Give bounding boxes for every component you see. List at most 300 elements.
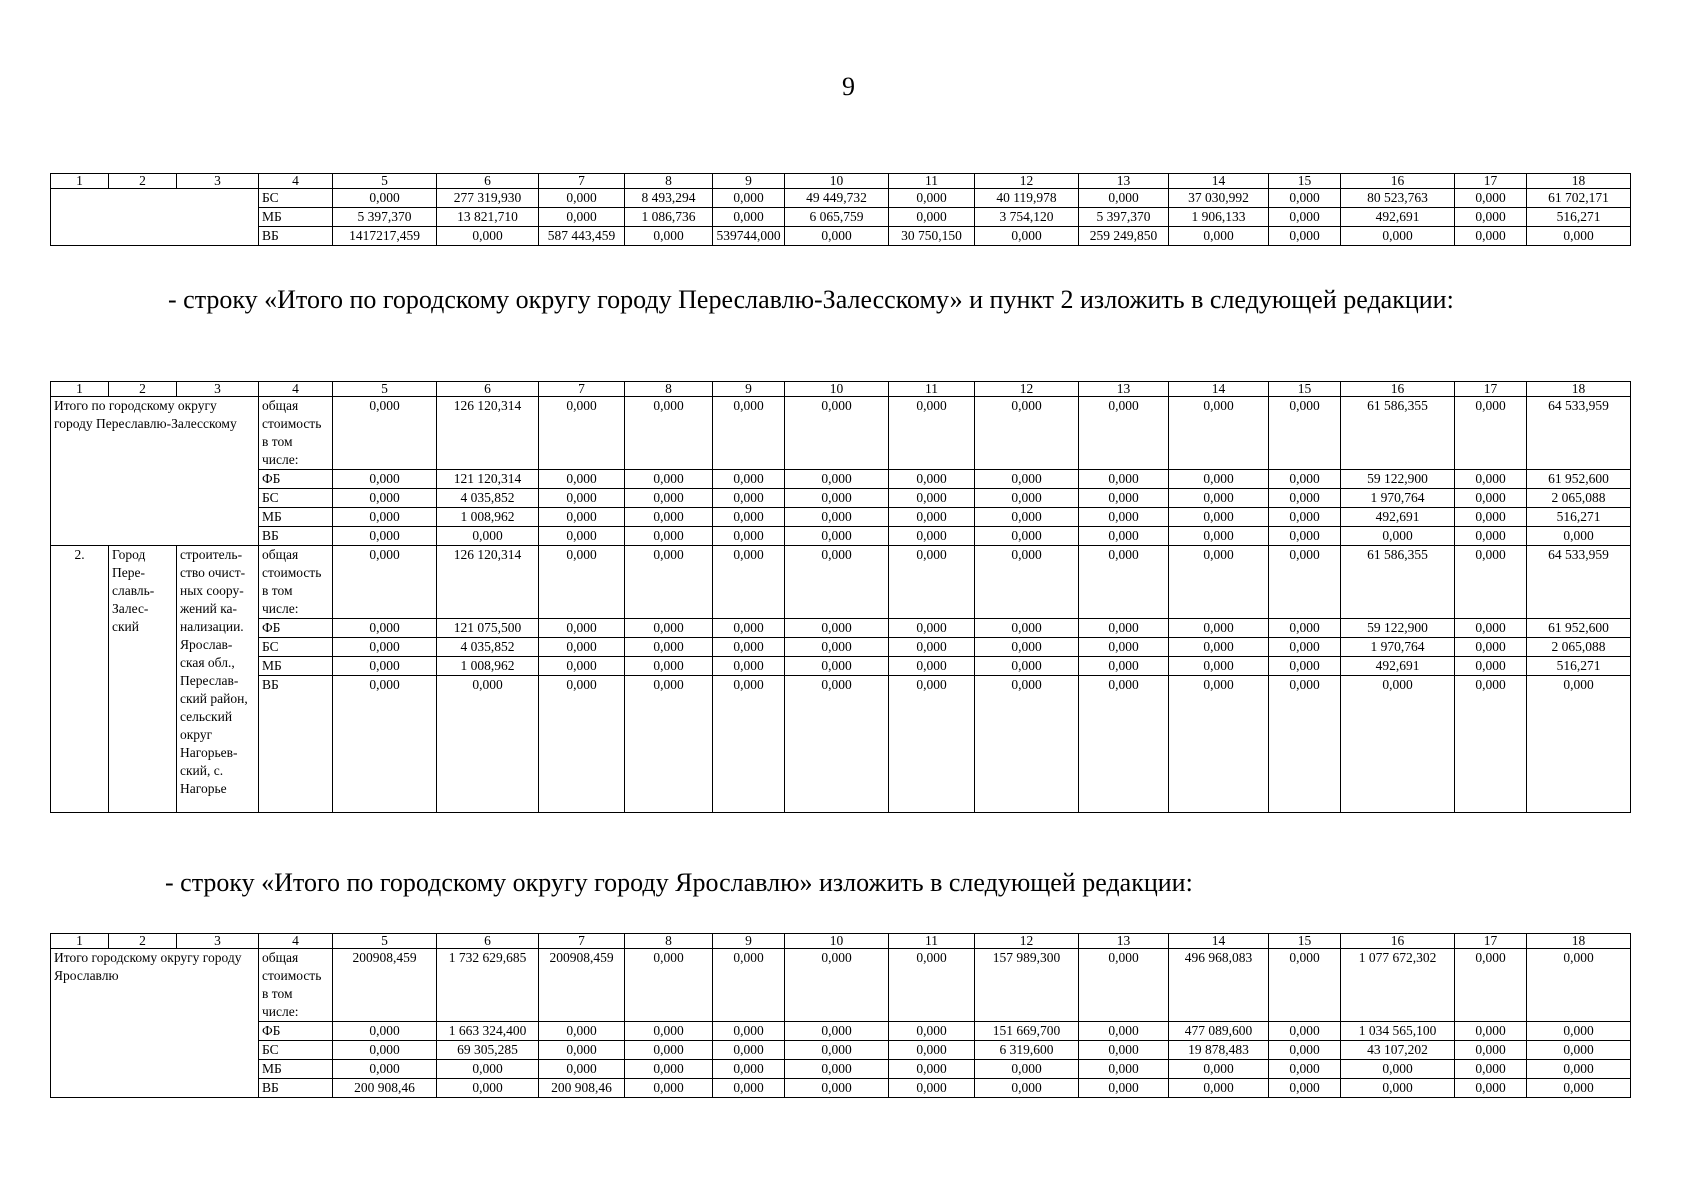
header-cell: 16 [1341,934,1455,949]
value-cell: 4 035,852 [437,638,539,657]
value-cell: 0,000 [713,657,785,676]
value-cell: 0,000 [1269,1079,1341,1098]
header-cell: 13 [1079,934,1169,949]
header-cell: 1 [51,934,109,949]
value-cell: 0,000 [1269,397,1341,470]
header-cell: 11 [889,382,975,397]
value-cell: 0,000 [1269,676,1341,813]
value-cell: 0,000 [1079,527,1169,546]
value-cell: 0,000 [975,546,1079,619]
value-cell: 2 065,088 [1527,638,1631,657]
header-cell: 4 [259,382,333,397]
value-cell: 0,000 [539,638,625,657]
value-cell: 61 586,355 [1341,546,1455,619]
funding-type-cell: ФБ [259,470,333,489]
value-cell: 0,000 [1079,397,1169,470]
value-cell: 0,000 [1527,1022,1631,1041]
value-cell: 0,000 [889,949,975,1022]
value-cell: 0,000 [785,397,889,470]
value-cell: 0,000 [625,508,713,527]
value-cell: 0,000 [785,1041,889,1060]
value-cell: 0,000 [785,470,889,489]
header-cell: 11 [889,174,975,189]
value-cell: 0,000 [1341,1079,1455,1098]
value-cell: 0,000 [713,676,785,813]
value-cell: 0,000 [1169,638,1269,657]
value-cell: 0,000 [1169,1060,1269,1079]
value-cell: 0,000 [437,676,539,813]
value-cell: 0,000 [539,527,625,546]
value-cell: 0,000 [713,208,785,227]
funding-type-cell: МБ [259,1060,333,1079]
table-row [51,546,1631,619]
value-cell: 0,000 [889,657,975,676]
value-cell: 6 065,759 [785,208,889,227]
value-cell: 0,000 [889,546,975,619]
value-cell: 0,000 [1527,1060,1631,1079]
header-cell: 18 [1527,382,1631,397]
value-cell: 0,000 [1169,397,1269,470]
value-cell: 0,000 [1079,1022,1169,1041]
header-cell: 17 [1455,382,1527,397]
value-cell: 1 732 629,685 [437,949,539,1022]
value-cell: 1 008,962 [437,657,539,676]
table-row [51,208,1631,227]
value-cell: 1 086,736 [625,208,713,227]
value-cell: 200908,459 [539,949,625,1022]
value-cell: 0,000 [713,1022,785,1041]
header-cell: 6 [437,174,539,189]
value-cell: 0,000 [1269,227,1341,246]
header-cell: 17 [1455,934,1527,949]
header-cell: 12 [975,934,1079,949]
value-cell: 80 523,763 [1341,189,1455,208]
header-cell: 5 [333,934,437,949]
table-pereslavl [50,381,1631,813]
value-cell: 0,000 [1455,949,1527,1022]
value-cell: 0,000 [785,1060,889,1079]
header-cell: 8 [625,382,713,397]
value-cell: 0,000 [333,489,437,508]
value-cell: 492,691 [1341,657,1455,676]
value-cell: 0,000 [1269,1060,1341,1079]
value-cell: 0,000 [1269,949,1341,1022]
value-cell: 0,000 [625,527,713,546]
value-cell: 0,000 [1079,676,1169,813]
value-cell: 0,000 [889,508,975,527]
value-cell: 0,000 [625,546,713,619]
value-cell: 151 669,700 [975,1022,1079,1041]
header-cell: 3 [177,174,259,189]
value-cell: 0,000 [333,619,437,638]
value-cell: 0,000 [333,638,437,657]
paragraph-pereslavl: - строку «Итого по городскому округу городу Переславлю-Залесскому» и пункт 2 изложить в следующей редакции: [168,285,1454,314]
value-cell: 0,000 [1527,1079,1631,1098]
header-cell: 6 [437,934,539,949]
page-number: 9 [842,72,855,101]
value-cell: 0,000 [333,1060,437,1079]
value-cell: 0,000 [1455,470,1527,489]
value-cell: 0,000 [1455,1022,1527,1041]
value-cell: 0,000 [1269,527,1341,546]
value-cell: 0,000 [1341,527,1455,546]
table-row [51,489,1631,508]
value-cell: 0,000 [1455,619,1527,638]
value-cell: 0,000 [437,527,539,546]
value-cell: 0,000 [1341,227,1455,246]
value-cell: 0,000 [889,638,975,657]
value-cell: 49 449,732 [785,189,889,208]
value-cell: 0,000 [889,1022,975,1041]
paragraph-yaroslavl: - строку «Итого по городскому округу городу Ярославлю» изложить в следующей редакции: [165,868,1193,897]
value-cell: 200 908,46 [333,1079,437,1098]
value-cell: 0,000 [975,397,1079,470]
table-row [51,638,1631,657]
value-cell: 0,000 [889,397,975,470]
header-cell: 10 [785,934,889,949]
funding-type-cell: ВБ [259,527,333,546]
table-row [51,657,1631,676]
value-cell: 61 952,600 [1527,470,1631,489]
value-cell: 0,000 [713,1041,785,1060]
header-cell: 2 [109,174,177,189]
value-cell: 0,000 [625,227,713,246]
header-cell: 4 [259,934,333,949]
table-row [51,619,1631,638]
value-cell: 0,000 [1079,508,1169,527]
value-cell: 0,000 [1269,1041,1341,1060]
value-cell: 0,000 [1079,489,1169,508]
table-row [51,1060,1631,1079]
value-cell: 61 952,600 [1527,619,1631,638]
value-cell: 1 663 324,400 [437,1022,539,1041]
value-cell: 0,000 [975,619,1079,638]
value-cell: 0,000 [1169,527,1269,546]
value-cell: 0,000 [333,546,437,619]
value-cell: 13 821,710 [437,208,539,227]
value-cell: 200908,459 [333,949,437,1022]
value-cell: 0,000 [975,227,1079,246]
value-cell: 0,000 [713,546,785,619]
header-cell: 11 [889,934,975,949]
value-cell: 0,000 [1269,546,1341,619]
value-cell: 0,000 [333,676,437,813]
value-cell: 0,000 [625,397,713,470]
value-cell: 2 065,088 [1527,489,1631,508]
value-cell: 0,000 [785,1022,889,1041]
total-label-cell: Итого по городскому округу городу Переславлю-Залесскому [51,397,259,546]
value-cell: 0,000 [1527,527,1631,546]
value-cell: 126 120,314 [437,397,539,470]
value-cell: 0,000 [1079,619,1169,638]
funding-type-cell: общая стоимость в том числе: [259,546,333,619]
value-cell: 0,000 [1455,227,1527,246]
header-cell: 15 [1269,174,1341,189]
funding-type-cell: БС [259,189,333,208]
value-cell: 0,000 [713,489,785,508]
value-cell: 0,000 [437,1060,539,1079]
value-cell: 0,000 [1269,1022,1341,1041]
value-cell: 0,000 [539,657,625,676]
funding-type-cell: МБ [259,657,333,676]
value-cell: 0,000 [1079,546,1169,619]
value-cell: 0,000 [1169,489,1269,508]
value-cell: 0,000 [889,676,975,813]
table-continuation [50,173,1631,246]
header-cell: 8 [625,174,713,189]
value-cell: 8 493,294 [625,189,713,208]
value-cell: 277 319,930 [437,189,539,208]
value-cell: 0,000 [1455,508,1527,527]
header-cell: 14 [1169,934,1269,949]
value-cell: 1 077 672,302 [1341,949,1455,1022]
header-row [51,382,1631,397]
value-cell: 0,000 [625,1022,713,1041]
value-cell: 1 970,764 [1341,638,1455,657]
header-cell: 6 [437,382,539,397]
header-cell: 13 [1079,382,1169,397]
value-cell: 0,000 [713,527,785,546]
header-cell: 18 [1527,174,1631,189]
value-cell: 0,000 [713,470,785,489]
value-cell: 0,000 [1455,189,1527,208]
value-cell: 0,000 [625,1041,713,1060]
value-cell: 0,000 [975,527,1079,546]
header-cell: 9 [713,382,785,397]
value-cell: 200 908,46 [539,1079,625,1098]
value-cell: 0,000 [889,489,975,508]
header-cell: 7 [539,174,625,189]
funding-type-cell: МБ [259,208,333,227]
header-cell: 15 [1269,382,1341,397]
value-cell: 61 702,171 [1527,189,1631,208]
value-cell: 0,000 [333,1041,437,1060]
header-cell: 13 [1079,174,1169,189]
value-cell: 0,000 [1455,1041,1527,1060]
value-cell: 496 968,083 [1169,949,1269,1022]
value-cell: 0,000 [1079,1060,1169,1079]
value-cell: 0,000 [785,949,889,1022]
value-cell: 0,000 [539,619,625,638]
value-cell: 0,000 [713,949,785,1022]
value-cell: 0,000 [1269,657,1341,676]
value-cell: 0,000 [975,1060,1079,1079]
value-cell: 3 754,120 [975,208,1079,227]
value-cell: 0,000 [1455,657,1527,676]
table-yaroslavl [50,933,1631,1098]
value-cell: 0,000 [1079,638,1169,657]
value-cell: 0,000 [1341,676,1455,813]
value-cell: 0,000 [1269,619,1341,638]
value-cell: 0,000 [1079,657,1169,676]
value-cell: 0,000 [1079,949,1169,1022]
funding-type-cell: ВБ [259,1079,333,1098]
value-cell: 0,000 [889,208,975,227]
value-cell: 0,000 [539,189,625,208]
value-cell: 69 305,285 [437,1041,539,1060]
value-cell: 0,000 [333,527,437,546]
value-cell: 1417217,459 [333,227,437,246]
funding-type-cell: ВБ [259,676,333,813]
value-cell: 43 107,202 [1341,1041,1455,1060]
header-cell: 1 [51,174,109,189]
value-cell: 477 089,600 [1169,1022,1269,1041]
value-cell: 516,271 [1527,508,1631,527]
header-cell: 17 [1455,174,1527,189]
table-row [51,397,1631,470]
value-cell: 0,000 [889,1079,975,1098]
value-cell: 1 034 565,100 [1341,1022,1455,1041]
value-cell: 0,000 [1269,208,1341,227]
header-cell: 7 [539,934,625,949]
header-cell: 4 [259,174,333,189]
header-cell: 15 [1269,934,1341,949]
value-cell: 59 122,900 [1341,470,1455,489]
table-row [51,189,1631,208]
value-cell: 5 397,370 [1079,208,1169,227]
value-cell: 492,691 [1341,208,1455,227]
header-cell: 5 [333,382,437,397]
header-cell: 16 [1341,174,1455,189]
header-row [51,174,1631,189]
value-cell: 157 989,300 [975,949,1079,1022]
header-cell: 9 [713,934,785,949]
value-cell: 0,000 [889,619,975,638]
value-cell: 0,000 [333,657,437,676]
value-cell: 0,000 [713,638,785,657]
value-cell: 0,000 [539,470,625,489]
value-cell: 0,000 [975,1079,1079,1098]
value-cell: 0,000 [625,489,713,508]
value-cell: 0,000 [625,619,713,638]
value-cell: 0,000 [625,1079,713,1098]
header-cell: 5 [333,174,437,189]
header-cell: 1 [51,382,109,397]
value-cell: 0,000 [1455,546,1527,619]
value-cell: 1 008,962 [437,508,539,527]
value-cell: 0,000 [975,489,1079,508]
value-cell: 0,000 [1455,208,1527,227]
value-cell: 0,000 [1455,676,1527,813]
value-cell: 0,000 [539,1060,625,1079]
header-cell: 10 [785,174,889,189]
value-cell: 0,000 [333,397,437,470]
value-cell: 492,691 [1341,508,1455,527]
value-cell: 0,000 [1527,949,1631,1022]
value-cell: 0,000 [625,676,713,813]
header-row [51,934,1631,949]
funding-type-cell: БС [259,638,333,657]
value-cell: 0,000 [785,676,889,813]
value-cell: 0,000 [1169,1079,1269,1098]
value-cell: 0,000 [1455,638,1527,657]
value-cell: 0,000 [975,470,1079,489]
value-cell: 0,000 [713,1079,785,1098]
value-cell: 0,000 [1269,638,1341,657]
value-cell: 0,000 [785,527,889,546]
value-cell: 0,000 [437,1079,539,1098]
value-cell: 0,000 [713,397,785,470]
header-cell: 7 [539,382,625,397]
value-cell: 0,000 [975,657,1079,676]
value-cell: 0,000 [785,508,889,527]
value-cell: 0,000 [713,189,785,208]
value-cell: 0,000 [889,527,975,546]
funding-type-cell: БС [259,489,333,508]
value-cell: 0,000 [1455,1079,1527,1098]
value-cell: 6 319,600 [975,1041,1079,1060]
value-cell: 0,000 [1527,227,1631,246]
table-row [51,227,1631,246]
value-cell: 0,000 [1079,1079,1169,1098]
blank-cell [51,189,259,246]
value-cell: 0,000 [1455,489,1527,508]
table-row [51,508,1631,527]
value-cell: 0,000 [625,1060,713,1079]
value-cell: 0,000 [975,638,1079,657]
value-cell: 4 035,852 [437,489,539,508]
value-cell: 0,000 [975,676,1079,813]
value-cell: 0,000 [1269,189,1341,208]
value-cell: 0,000 [539,208,625,227]
value-cell: 0,000 [1269,489,1341,508]
value-cell: 0,000 [1455,527,1527,546]
value-cell: 0,000 [1269,470,1341,489]
item-city-cell: Город Пере-славль-Залес-ский [109,546,177,813]
value-cell: 0,000 [713,508,785,527]
value-cell: 0,000 [1341,1060,1455,1079]
value-cell: 0,000 [625,470,713,489]
header-cell: 3 [177,934,259,949]
header-cell: 14 [1169,382,1269,397]
header-cell: 9 [713,174,785,189]
header-cell: 8 [625,934,713,949]
value-cell: 0,000 [889,1060,975,1079]
value-cell: 0,000 [1169,546,1269,619]
value-cell: 0,000 [1169,470,1269,489]
value-cell: 259 249,850 [1079,227,1169,246]
value-cell: 5 397,370 [333,208,437,227]
value-cell: 0,000 [539,489,625,508]
value-cell: 539744,000 [713,227,785,246]
value-cell: 1 906,133 [1169,208,1269,227]
value-cell: 0,000 [625,949,713,1022]
value-cell: 0,000 [1169,227,1269,246]
value-cell: 0,000 [333,1022,437,1041]
header-cell: 10 [785,382,889,397]
item-number-cell: 2. [51,546,109,813]
value-cell: 0,000 [785,489,889,508]
value-cell: 0,000 [625,657,713,676]
value-cell: 0,000 [333,470,437,489]
value-cell: 516,271 [1527,657,1631,676]
value-cell: 0,000 [785,1079,889,1098]
table-row [51,676,1631,813]
value-cell: 516,271 [1527,208,1631,227]
value-cell: 30 750,150 [889,227,975,246]
table-row [51,527,1631,546]
header-cell: 2 [109,382,177,397]
funding-type-cell: ФБ [259,1022,333,1041]
value-cell: 0,000 [1169,676,1269,813]
value-cell: 40 119,978 [975,189,1079,208]
value-cell: 587 443,459 [539,227,625,246]
value-cell: 0,000 [713,1060,785,1079]
table-row [51,1079,1631,1098]
funding-type-cell: общая стоимость в том числе: [259,397,333,470]
value-cell: 0,000 [539,1041,625,1060]
header-cell: 2 [109,934,177,949]
